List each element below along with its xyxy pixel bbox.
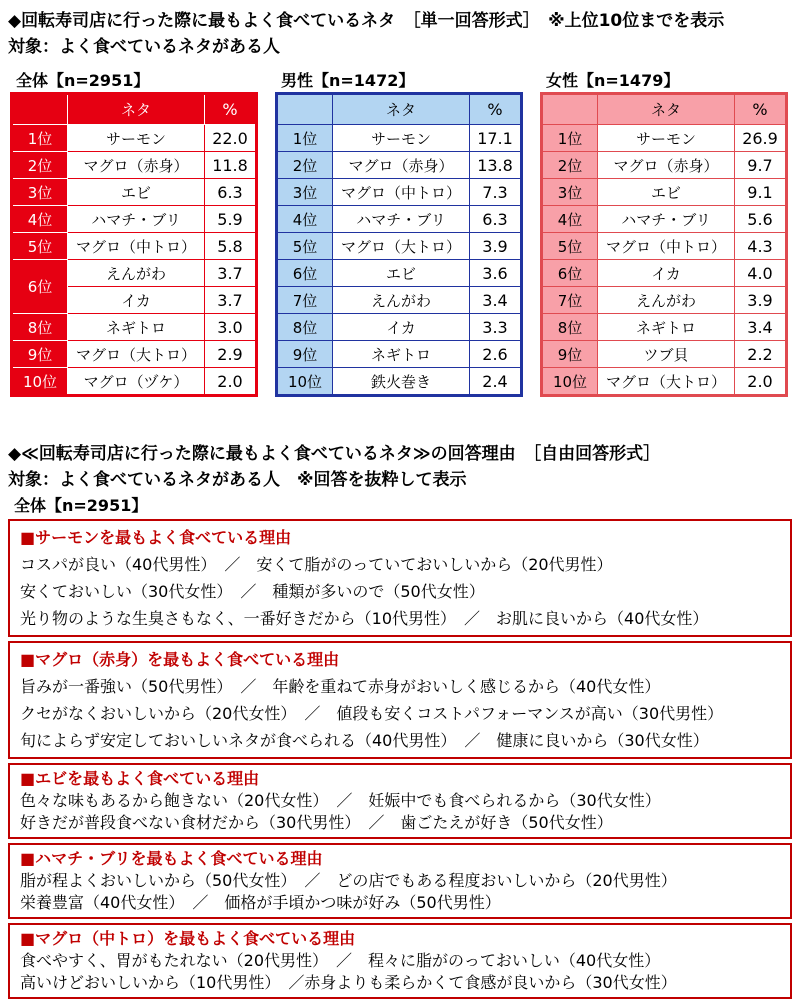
reason-line: 高いけどおいしいから（10代男性） ／赤身よりも柔らかくて食感が良いから（30代女性）	[20, 973, 677, 992]
table-row	[542, 125, 787, 152]
table-row	[542, 152, 787, 179]
pct-cell: 5.8	[205, 233, 257, 260]
item-column-header: ネタ	[333, 94, 470, 125]
rank-cell: 3位	[12, 179, 68, 206]
ranking-tables	[10, 70, 792, 397]
table-row	[542, 206, 787, 233]
pct-cell: 9.7	[735, 152, 787, 179]
table-row	[12, 314, 257, 341]
section2-group-label: 全体【n=2951】	[14, 496, 148, 515]
pct-cell: 3.0	[205, 314, 257, 341]
rank-cell: 6位	[542, 260, 598, 287]
rank-cell: 4位	[542, 206, 598, 233]
reason-line: 好きだが普段食べない食材だから（30代男性） ／ 歯ごたえが好き（50代女性）	[20, 813, 613, 832]
item-cell: マグロ（赤身）	[333, 152, 470, 179]
pct-cell: 2.0	[205, 368, 257, 396]
pct-column-header: %	[735, 94, 787, 125]
item-cell: ネギトロ	[68, 314, 205, 341]
reason-box	[8, 641, 792, 759]
reason-line: 旬によらず安定しておいしいネタが食べられる（40代男性） ／ 健康に良いから（30代女性）	[20, 731, 709, 750]
table-row	[542, 341, 787, 368]
rank-cell: 3位	[542, 179, 598, 206]
table-caption: 女性【n=1479】	[546, 71, 680, 90]
pct-column-header: %	[470, 94, 522, 125]
table-row	[12, 152, 257, 179]
rank-cell: 9位	[277, 341, 333, 368]
item-cell: ネギトロ	[333, 341, 470, 368]
pct-cell: 5.9	[205, 206, 257, 233]
rank-cell: 2位	[277, 152, 333, 179]
reason-heading: ■マグロ（赤身）を最もよく食べている理由	[20, 650, 340, 669]
pct-cell: 6.3	[205, 179, 257, 206]
table-row	[277, 152, 522, 179]
ranking-table	[10, 92, 258, 397]
rank-cell: 5位	[12, 233, 68, 260]
pct-column-header: %	[205, 94, 257, 125]
pct-cell: 7.3	[470, 179, 522, 206]
pct-cell: 3.4	[470, 287, 522, 314]
item-cell: マグロ（大トロ）	[68, 341, 205, 368]
item-cell: マグロ（中トロ）	[68, 233, 205, 260]
pct-cell: 6.3	[470, 206, 522, 233]
item-cell: マグロ（赤身）	[68, 152, 205, 179]
table-row	[277, 287, 522, 314]
reason-box	[8, 843, 792, 919]
header-row	[12, 94, 257, 125]
reason-heading: ■ハマチ・ブリを最もよく食べている理由	[20, 849, 323, 868]
table-row	[12, 341, 257, 368]
table-row	[542, 368, 787, 396]
rank-cell: 2位	[542, 152, 598, 179]
ranking-table-block-blue	[275, 70, 523, 397]
table-row	[277, 233, 522, 260]
rank-cell: 4位	[277, 206, 333, 233]
rank-cell: 1位	[12, 125, 68, 152]
pct-cell: 13.8	[470, 152, 522, 179]
reason-heading: ■サーモンを最もよく食べている理由	[20, 528, 292, 547]
item-cell: ハマチ・ブリ	[68, 206, 205, 233]
rank-cell: 2位	[12, 152, 68, 179]
item-cell: えんがわ	[68, 260, 205, 287]
item-cell: マグロ（ヅケ）	[68, 368, 205, 396]
table-row	[12, 125, 257, 152]
rank-cell: 4位	[12, 206, 68, 233]
item-cell: サーモン	[598, 125, 735, 152]
pct-cell: 26.9	[735, 125, 787, 152]
reason-line: 色々な味もあるから飽きない（20代女性） ／ 妊娠中でも食べられるから（30代女性）	[20, 791, 661, 810]
rank-cell: 5位	[542, 233, 598, 260]
reason-heading: ■マグロ（中トロ）を最もよく食べている理由	[20, 929, 356, 948]
reason-boxes	[8, 519, 792, 999]
reason-line: 光り物のような生臭さもなく、一番好きだから（10代男性） ／ お肌に良いから（40代女性）	[20, 609, 709, 628]
pct-cell: 5.6	[735, 206, 787, 233]
rank-cell: 6位	[277, 260, 333, 287]
corner-cell	[12, 94, 68, 125]
item-cell: イカ	[68, 287, 205, 314]
rank-cell: 9位	[12, 341, 68, 368]
table-row	[277, 368, 522, 396]
item-cell: ツブ貝	[598, 341, 735, 368]
rank-cell: 10位	[542, 368, 598, 396]
reason-line: クセがなくおいしいから（20代女性） ／ 値段も安くコストパフォーマンスが高い（30代男性）	[20, 704, 724, 723]
section2-subject: 対象：よく食べているネタがある人 ※回答を抜粋して表示	[8, 470, 467, 490]
reason-line: 旨みが一番強い（50代男性） ／ 年齢を重ねて赤身がおいしく感じるから（40代女性）	[20, 677, 661, 696]
item-cell: サーモン	[68, 125, 205, 152]
item-cell: ハマチ・ブリ	[598, 206, 735, 233]
item-cell: えんがわ	[333, 287, 470, 314]
ranking-table-block-red	[10, 70, 258, 397]
pct-cell: 11.8	[205, 152, 257, 179]
table-row	[12, 206, 257, 233]
pct-cell: 3.4	[735, 314, 787, 341]
item-cell: マグロ（中トロ）	[333, 179, 470, 206]
item-cell: エビ	[333, 260, 470, 287]
table-caption: 男性【n=1472】	[281, 71, 415, 90]
rank-cell: 10位	[12, 368, 68, 396]
rank-cell: 1位	[542, 125, 598, 152]
item-cell: イカ	[333, 314, 470, 341]
pct-cell: 22.0	[205, 125, 257, 152]
pct-cell: 2.0	[735, 368, 787, 396]
item-cell: マグロ（大トロ）	[333, 233, 470, 260]
table-row	[277, 206, 522, 233]
item-column-header: ネタ	[598, 94, 735, 125]
section1-title: ◆回転寿司店に行った際に最もよく食べているネタ ［単一回答形式］ ※上位10位までを表示	[8, 11, 725, 31]
table-row	[12, 260, 257, 287]
pct-cell: 3.7	[205, 287, 257, 314]
rank-cell: 9位	[542, 341, 598, 368]
header-row	[277, 94, 522, 125]
item-cell: マグロ（中トロ）	[598, 233, 735, 260]
reason-box	[8, 763, 792, 839]
item-cell: マグロ（大トロ）	[598, 368, 735, 396]
reason-line: 栄養豊富（40代女性） ／ 価格が手頃かつ味が好み（50代男性）	[20, 893, 501, 912]
reason-line: 安くておいしい（30代女性） ／ 種類が多いので（50代女性）	[20, 582, 485, 601]
table-row	[542, 233, 787, 260]
pct-cell: 2.6	[470, 341, 522, 368]
corner-cell	[542, 94, 598, 125]
rank-cell: 8位	[277, 314, 333, 341]
pct-cell: 17.1	[470, 125, 522, 152]
rank-cell: 10位	[277, 368, 333, 396]
section2-title: ◆≪回転寿司店に行った際に最もよく食べているネタ≫の回答理由 ［自由回答形式］	[8, 444, 661, 464]
table-row	[12, 179, 257, 206]
reason-box	[8, 923, 792, 999]
reason-line: コスパが良い（40代男性） ／ 安くて脂がのっていておいしいから（20代男性）	[20, 555, 613, 574]
pct-cell: 2.9	[205, 341, 257, 368]
ranking-table	[540, 92, 788, 397]
table-row	[277, 179, 522, 206]
reason-line: 脂が程よくおいしいから（50代女性） ／ どの店でもある程度おいしいから（20代男性）	[20, 871, 677, 890]
pct-cell: 3.3	[470, 314, 522, 341]
table-caption: 全体【n=2951】	[16, 71, 150, 90]
ranking-table-block-pink	[540, 70, 788, 397]
rank-cell: 8位	[542, 314, 598, 341]
pct-cell: 2.4	[470, 368, 522, 396]
item-cell: サーモン	[333, 125, 470, 152]
item-cell: えんがわ	[598, 287, 735, 314]
header-row	[542, 94, 787, 125]
item-column-header: ネタ	[68, 94, 205, 125]
reason-line: 食べやすく、胃がもたれない（20代男性） ／ 程々に脂がのっておいしい（40代女性）	[20, 951, 661, 970]
pct-cell: 3.6	[470, 260, 522, 287]
pct-cell: 2.2	[735, 341, 787, 368]
corner-cell	[277, 94, 333, 125]
item-cell: 鉄火巻き	[333, 368, 470, 396]
table-row	[277, 341, 522, 368]
pct-cell: 3.7	[205, 260, 257, 287]
item-cell: ネギトロ	[598, 314, 735, 341]
table-row	[277, 260, 522, 287]
reason-box	[8, 519, 792, 637]
reasons-section	[8, 441, 792, 999]
rank-cell: 1位	[277, 125, 333, 152]
reason-heading: ■エビを最もよく食べている理由	[20, 769, 260, 788]
table-row	[542, 260, 787, 287]
section1-subject: 対象：よく食べているネタがある人	[8, 37, 280, 57]
ranking-section	[8, 8, 792, 397]
table-row	[277, 314, 522, 341]
rank-cell: 7位	[277, 287, 333, 314]
pct-cell: 4.3	[735, 233, 787, 260]
table-row	[542, 179, 787, 206]
rank-cell: 5位	[277, 233, 333, 260]
rank-cell: 3位	[277, 179, 333, 206]
pct-cell: 3.9	[735, 287, 787, 314]
pct-cell: 9.1	[735, 179, 787, 206]
item-cell: エビ	[68, 179, 205, 206]
ranking-table	[275, 92, 523, 397]
table-row	[277, 125, 522, 152]
item-cell: ハマチ・ブリ	[333, 206, 470, 233]
rank-cell: 8位	[12, 314, 68, 341]
pct-cell: 3.9	[470, 233, 522, 260]
table-row	[542, 287, 787, 314]
table-row	[542, 314, 787, 341]
rank-cell: 7位	[542, 287, 598, 314]
table-row	[12, 233, 257, 260]
item-cell: マグロ（赤身）	[598, 152, 735, 179]
table-row	[12, 368, 257, 396]
pct-cell: 4.0	[735, 260, 787, 287]
item-cell: イカ	[598, 260, 735, 287]
rank-cell: 6位	[12, 260, 68, 314]
item-cell: エビ	[598, 179, 735, 206]
